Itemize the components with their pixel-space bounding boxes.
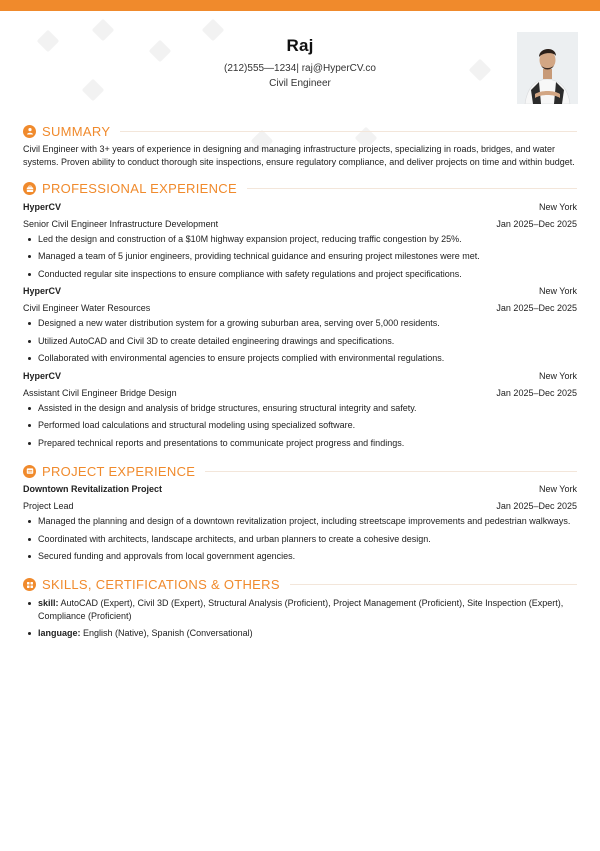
experience-entry: [23, 370, 577, 450]
list-item: Managed a team of 5 junior engineers, providing technical guidance and ensuring project milestones were met.: [23, 250, 577, 263]
skill-value: AutoCAD (Expert), Civil 3D (Expert), Structural Analysis (Proficient), Project Management (Proficient), Site Inspection (Expert), Compliance (Proficient): [38, 597, 564, 621]
company-name: HyperCV: [23, 370, 62, 381]
skill-label: skill:: [38, 597, 59, 608]
entry-location: New York: [538, 201, 577, 212]
candidate-name: Raj: [286, 36, 314, 55]
section-divider: [120, 131, 577, 132]
list-item: [23, 627, 577, 640]
resume-header: [0, 36, 600, 89]
phone-number: (212)555—1234: [224, 63, 297, 74]
role-title: Project Lead: [23, 501, 74, 512]
experience-entry: [23, 201, 577, 281]
achievement-list: [23, 515, 577, 563]
list-item: Prepared technical reports and presentations to communicate project progress and findings.: [23, 437, 577, 450]
projects-section-heading: [23, 462, 577, 480]
entry-header: [23, 370, 577, 382]
entry-location: New York: [538, 484, 577, 495]
entry-subheader: [23, 302, 577, 314]
entry-dates: Jan 2025–Dec 2025: [496, 303, 577, 314]
achievement-list: [23, 233, 577, 281]
company-name: HyperCV: [23, 201, 62, 212]
profile-photo: [517, 32, 578, 104]
section-divider: [247, 188, 577, 189]
project-entry: [23, 483, 577, 563]
list-item: Managed the planning and design of a downtown revitalization project, including streetscape improvements and pedestrian walkways.: [23, 515, 577, 528]
section-divider: [205, 471, 577, 472]
list-item: Utilized AutoCAD and Civil 3D to create detailed engineering drawings and specifications.: [23, 335, 577, 348]
contact-separator: |: [296, 63, 299, 74]
entry-location: New York: [538, 370, 577, 381]
entry-subheader: [23, 387, 577, 399]
projects-title: PROJECT EXPERIENCE: [42, 463, 196, 479]
experience-entry: [23, 285, 577, 365]
language-value: English (Native), Spanish (Conversational): [83, 628, 253, 639]
project-name: Downtown Revitalization Project: [23, 484, 163, 495]
list-item: Collaborated with environmental agencies to ensure projects complied with environmental regulations.: [23, 352, 577, 365]
grid-icon: [23, 578, 36, 591]
summary-text: Civil Engineer with 3+ years of experience in designing and managing infrastructure projects, specializing in roads, bridges, and water systems. Proven ability to conduct thorough site inspections, ensure regulatory compliance, and deliver projects on time and within budget.: [23, 144, 575, 168]
briefcase-icon: [23, 182, 36, 195]
resume-body: [23, 122, 577, 645]
entry-header: [23, 285, 577, 297]
list-item: [23, 597, 577, 623]
achievement-list: [23, 317, 577, 365]
skills-list: [23, 597, 577, 641]
summary-title: SUMMARY: [42, 123, 111, 139]
list-item: Coordinated with architects, landscape architects, and urban planners to create a cohesive design.: [23, 533, 577, 546]
user-icon: [23, 125, 36, 138]
top-accent-bar: [0, 0, 600, 11]
entry-dates: Jan 2025–Dec 2025: [496, 387, 577, 398]
folder-icon: [23, 465, 36, 478]
section-divider: [290, 584, 577, 585]
list-item: Performed load calculations and structural modeling using specialized software.: [23, 419, 577, 432]
experience-title: PROFESSIONAL EXPERIENCE: [42, 181, 237, 197]
entry-subheader: [23, 218, 577, 230]
summary-section-heading: [23, 122, 577, 140]
contact-line: [0, 63, 600, 74]
job-title: Civil Engineer: [269, 78, 331, 89]
email-address: raj@HyperCV.co: [301, 63, 376, 74]
role-title: Civil Engineer Water Resources: [23, 303, 151, 314]
entry-dates: Jan 2025–Dec 2025: [496, 218, 577, 229]
list-item: Assisted in the design and analysis of bridge structures, ensuring structural integrity and safety.: [23, 402, 577, 415]
entry-subheader: [23, 500, 577, 512]
company-name: HyperCV: [23, 286, 62, 297]
entry-location: New York: [538, 286, 577, 297]
entry-header: [23, 201, 577, 213]
entry-header: [23, 483, 577, 495]
list-item: Conducted regular site inspections to ensure compliance with safety regulations and project specifications.: [23, 268, 577, 281]
list-item: Designed a new water distribution system for a growing suburban area, serving over 5,000 residents.: [23, 317, 577, 330]
list-item: Led the design and construction of a $10M highway expansion project, reducing traffic congestion by 25%.: [23, 233, 577, 246]
role-title: Assistant Civil Engineer Bridge Design: [23, 387, 177, 398]
skills-section-heading: [23, 576, 577, 594]
experience-section-heading: [23, 180, 577, 198]
skills-title: SKILLS, CERTIFICATIONS & OTHERS: [42, 577, 280, 593]
entry-dates: Jan 2025–Dec 2025: [496, 501, 577, 512]
role-title: Senior Civil Engineer Infrastructure Development: [23, 218, 219, 229]
list-item: Secured funding and approvals from local government agencies.: [23, 550, 577, 563]
language-label: language:: [38, 628, 81, 639]
achievement-list: [23, 402, 577, 450]
